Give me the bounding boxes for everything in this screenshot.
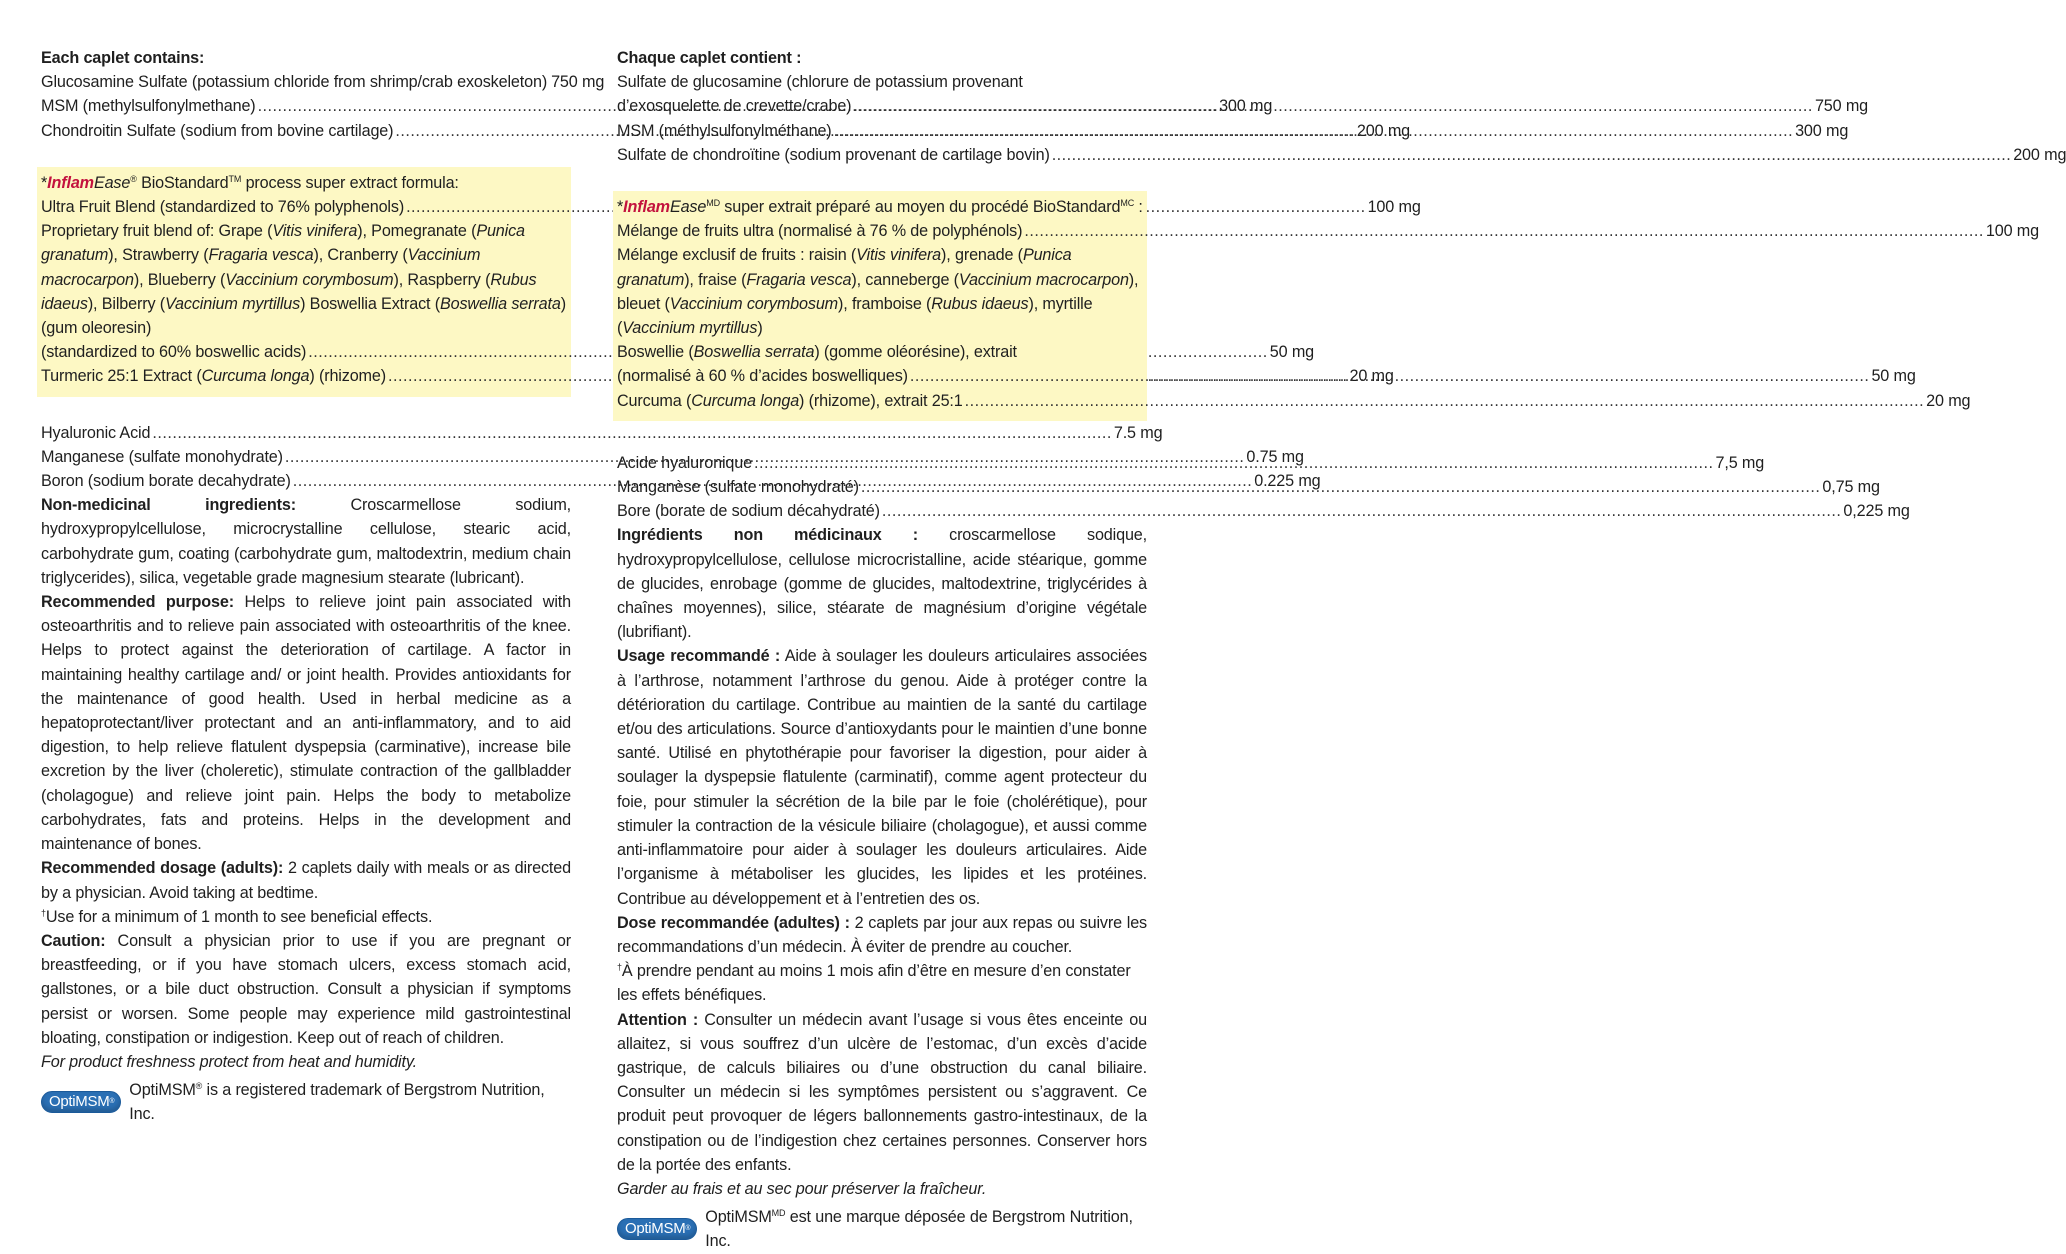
brand-inflam: Inflam [623, 198, 670, 217]
leader-dots [861, 475, 1821, 499]
caplet-heading: Chaque caplet contient : [617, 49, 802, 67]
optimsm-logo: OptiMSM ® [617, 1218, 697, 1240]
ingredient-line: Acide hyaluronique ..... 7,5 mg [617, 451, 1147, 475]
ingredient-line: Chondroitin Sulfate (sodium from bovine cartilage) ..... 200 mg [41, 119, 571, 143]
recommended-dosage: Dose recommandée (adultes) : 2 caplets par jour aux repas ou suivre les recommandations d’un médecin. À éviter de prendre au coucher. [617, 913, 1148, 956]
caution: Attention : Consulter un médecin avant l’usage si vous êtes enceinte ou allaitez, si vous souffrez d’un ulcère de l’estomac, d’un excès d’acide gastrique, de calculs biliaires ou d’une obstruction du canal biliaire. Consulter un médecin si les symptômes persistent ou s’aggravent. Ce produit peut provoquer de légers ballonnements gastro-intestinaux, de la constipation ou de l’indigestion chez certaines personnes. Conserver hors de la portée des enfants. [617, 1010, 1148, 1174]
ingredient-line: Boron (sodium borate decahydrate) ..... 0.225 mg [41, 469, 571, 493]
leader-dots [853, 94, 1813, 118]
caution: Caution: Consult a physician prior to use if you are pregnant or breastfeeding, or if you have stomach ulcers, excess stomach acid, gallstones, or a bile duct obstruction. Consult a physician if symptoms persist or worsen. Some people may experience mild gastrointestinal bloating, constipation or indigestion. Keep out of reach of children. [41, 931, 571, 1047]
leader-dots [882, 499, 1842, 523]
ingredient-line: Ultra Fruit Blend (standardized to 76% polyphenols) ..... 100 mg [41, 195, 567, 219]
trademark-text: OptiMSM® is a registered trademark of Bergstrom Nutrition, Inc. [129, 1081, 545, 1124]
non-medicinal-ingredients: Ingrédients non médicinaux : croscarmellose sodique, hydroxypropylcellulose, cellulose microcristalline, acide stéarique, gomme de glucides, enrobage (gomme de glucides, maltodextrine, triglycérides à chaînes moyennes), silice, stéarate de magnésium d’origine végétale (lubrifiant). [617, 526, 1147, 642]
trademark-text: OptiMSM$^{MD}$ est une marque déposée de Bergstrom Nutrition, Inc. [705, 1208, 1133, 1251]
fruit-blend-description: Proprietary fruit blend of: Grape (Vitis vinifera), Pomegranate (Punica granatum), Strawberry (Fragaria vesca), Cranberry (Vaccinium macrocarpon), Blueberry (Vaccinium corymbosum), Raspberry (Rubus idaeus), Bilberry (Vaccinium myrtillus) Boswellia Extract (Boswellia serrata) (gum oleoresin) [41, 222, 566, 338]
recommended-purpose: Usage recommandé : Aide à soulager les douleurs articulaires associées à l’arthrose, notamment l’arthrose du genou. Aide à protéger contre la détérioration du cartilage. Contribue au maintien de la santé du cartilage et/ou des articulations. Source d’antioxydants pour le maintien d’une bonne santé. Utilisé en phytothérapie pour favoriser la digestion, pour aider à soulager la dyspepsie flatulente (carminatif), comme agent protecteur du foie, pour stimuler la sécrétion de la bile par le foie (cholérétique), pour stimuler la contraction de la vésicule biliaire (cholagogue), et aussi comme anti-inflammatoire pour aider à soulager les douleurs articulaires. Aide l’organisme à métaboliser les glucides, les lipides et les protéines. Contribue au développement et à l’entretien des os. [617, 647, 1147, 908]
leader-dots [965, 389, 1925, 413]
ingredient-line: MSM (methylsulfonylmethane) ..... 300 mg [41, 94, 571, 118]
non-medicinal-ingredients: Non-medicinal ingredients: Croscarmellose sodium, hydroxypropylcellulose, microcrystalline cellulose, stearic acid, carbohydrate gum, coating (carbohydrate gum, maltodextrin, medium chain triglycerides), silica, vegetable grade magnesium stearate (lubricant). [41, 496, 571, 587]
recommended-dosage: Recommended dosage (adults): 2 caplets daily with meals or as directed by a physician. Avoid taking at bedtime. [41, 859, 571, 902]
freshness-note: Garder au frais et au sec pour préserver la fraîcheur. [617, 1179, 987, 1198]
caplet-heading: Each caplet contains: [41, 49, 205, 67]
dagger-note: †Use for a minimum of 1 month to see beneficial effects. [41, 907, 433, 926]
leader-dots [754, 451, 1714, 475]
ingredient-line: Mélange de fruits ultra (normalisé à 76 % de polyphénols) ..... 100 mg [617, 219, 1143, 243]
trademark-line [617, 1205, 1147, 1253]
brand-ease: Ease [93, 173, 131, 192]
leader-dots [834, 119, 1794, 143]
ingredient-line: Turmeric 25:1 Extract (Curcuma longa) (rhizome) ..... 20 mg [41, 364, 567, 388]
freshness-note: For product freshness protect from heat and humidity. [41, 1052, 417, 1071]
formula-title: *InflamEase® BioStandard™ process super extract formula: [41, 173, 459, 192]
ingredient-line: Sulfate de glucosamine (chlorure de potassium provenant [617, 73, 1023, 92]
fruit-blend-description: Mélange exclusif de fruits : raisin (Vitis vinifera), grenade (Punica granatum), fraise (Fragaria vesca), canneberge (Vaccinium macrocarpon), bleuet (Vaccinium corymbosum), framboise (Rubus idaeus), myrtille (Vaccinium myrtillus) [617, 246, 1139, 338]
brand-ease: Ease [669, 198, 707, 217]
ingredient-line: Glucosamine Sulfate (potassium chloride from shrimp/crab exoskeleton) 750 mg [41, 73, 605, 92]
ingredient-line: (normalisé à 60 % d’acides boswelliques) ..... 50 mg [617, 364, 1143, 388]
ingredient-line: Hyaluronic Acid ..... 7.5 mg [41, 421, 571, 445]
trademark-line [41, 1078, 571, 1126]
ingredient-line: Curcuma (Curcuma longa) (rhizome), extrait 25:1 ..... 20 mg [617, 389, 1143, 413]
ingredient-line: Sulfate de chondroïtine (sodium provenant de cartilage bovin) ..... 200 mg [617, 143, 1147, 167]
ingredient-line: Bore (borate de sodium décahydraté) ..... 0,225 mg [617, 499, 1147, 523]
ingredient-line: (standardized to 60% boswellic acids) ..... 50 mg [41, 340, 567, 364]
recommended-purpose: Recommended purpose: Helps to relieve joint pain associated with osteoarthritis and to relieve pain associated with osteoarthritis of the knee. Helps to protect against the deterioration of cartilage. A factor in maintaining healthy cartilage and/ or joint health. Provides antioxidants for the maintenance of good health. Used in herbal medicine as a hepatoprotectant/liver protectant and an anti-inflammatory, and to aid digestion, to help relieve flatulent dyspepsia (carminative), increase bile excretion by the liver (choleretic), stimulate contraction of the gallbladder (cholagogue) and relieve joint pain. Helps the body to metabolize carbohydrates, fats and proteins. Helps in the development and maintenance of bones. [41, 593, 571, 854]
leader-dots [910, 364, 1870, 388]
brand-inflam: Inflam [47, 173, 94, 192]
leader-dots [1052, 143, 2012, 167]
boswellia-line: Boswellie (Boswellia serrata) (gomme oléorésine), extrait [617, 343, 1017, 362]
ingredient-line: d’exosquelette de crevette/crabe) ..... 750 mg [617, 94, 1147, 118]
ingredient-line: MSM (méthylsulfonylméthane) ..... 300 mg [617, 119, 1147, 143]
ingredient-line: Manganese (sulfate monohydrate) ..... 0.75 mg [41, 445, 571, 469]
leader-dots [1024, 219, 1984, 243]
optimsm-logo: OptiMSM ® [41, 1091, 121, 1113]
formula-title: *InflamEase$^{MD}$ super extrait préparé au moyen du procédé BioStandard$^{MC}$ : [617, 198, 1143, 217]
dagger-note: †À prendre pendant au moins 1 mois afin d’être en mesure d’en constater les effets bénéfiques. [617, 962, 1131, 1005]
ingredient-line: Manganèse (sulfate monohydraté) ..... 0,75 mg [617, 475, 1147, 499]
